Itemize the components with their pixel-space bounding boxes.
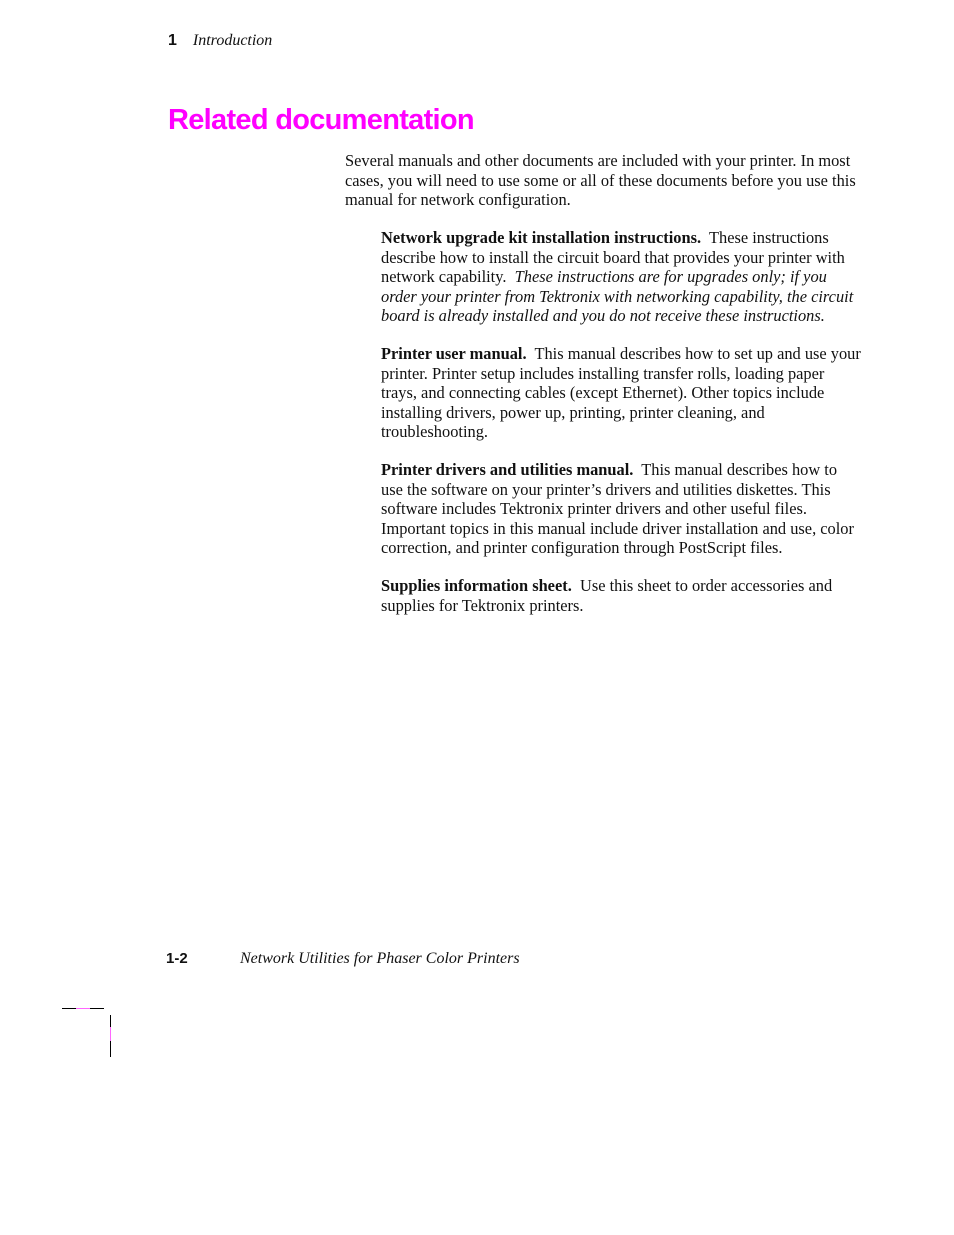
document-title: Network upgrade kit installation instructions.: [381, 228, 702, 247]
document-title: Printer user manual.: [381, 344, 527, 363]
page-number: 1-2: [166, 950, 188, 967]
document-description: Use this sheet to order accessories and supplies for Tektronix printers.: [381, 576, 833, 615]
document-item-drivers-utilities-manual: [381, 460, 861, 558]
running-footer: [166, 950, 520, 968]
document-item-supplies-sheet: [381, 576, 861, 615]
running-header: [168, 32, 272, 54]
document-description: These instructions describe how to install the circuit board that provides your printer with network capability.: [381, 228, 845, 286]
document-note: These instructions are for upgrades only; if you order your printer from Tektronix with networking capability, the circuit board is already installed and you do not receive these instructions.: [381, 267, 854, 325]
document-item-network-upgrade-kit: [381, 228, 861, 326]
crop-mark-vertical-accent: [110, 1027, 111, 1041]
document-list: [381, 228, 861, 634]
document-description: This manual describes how to use the software on your printer’s drivers and utilities diskettes. This software includes Tektronix printer drivers and other useful files. Important topics in this manual include driver installation and use, color correction, and printer configuration through PostScript files.: [381, 460, 854, 557]
document-item-printer-user-manual: [381, 344, 861, 442]
document-title: Printer drivers and utilities manual.: [381, 460, 634, 479]
document-description: This manual describes how to set up and use your printer. Printer setup includes installing transfer rolls, loading paper trays, and connecting cables (except Ethernet). Other topics include installing drivers, power up, printing, printer cleaning, and troubleshooting.: [381, 344, 861, 441]
chapter-title: Introduction: [192, 32, 273, 49]
book-title: Network Utilities for Phaser Color Printers: [240, 950, 520, 967]
document-title: Supplies information sheet.: [381, 576, 572, 595]
intro-paragraph: Several manuals and other documents are included with your printer. In most cases, you will need to use some or all of these documents before you use this manual for network configuration.: [345, 151, 856, 209]
chapter-number: 1: [168, 32, 177, 49]
crop-mark-horizontal-accent: [76, 1008, 90, 1009]
section-title: Related documentation: [168, 104, 474, 136]
